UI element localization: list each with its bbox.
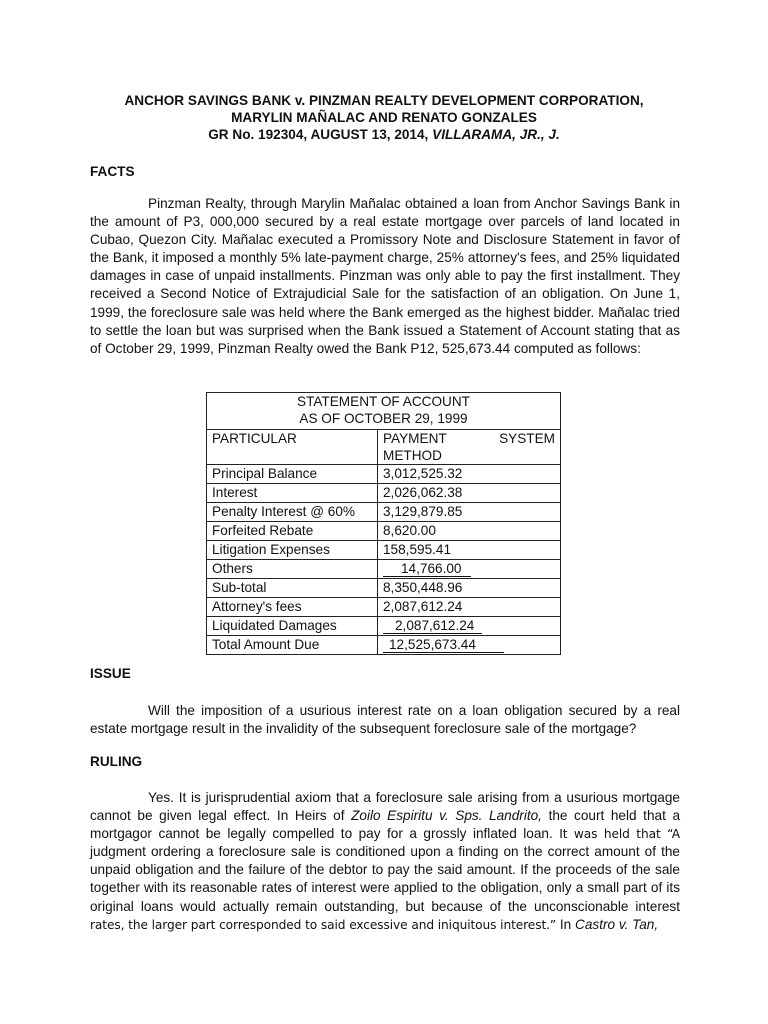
table-row [207, 503, 561, 522]
facts-heading: FACTS [90, 164, 135, 179]
ruling-quote-end: rates, the larger part corresponded to said excessive and iniquitous interest.” [90, 917, 557, 932]
ruling-heading: RULING [90, 754, 143, 769]
case-number-date: GR No. 192304, AUGUST 13, 2014, [208, 127, 433, 142]
row-particular: Others [207, 560, 378, 579]
table-row [207, 617, 561, 636]
table-row [207, 579, 561, 598]
row-particular: Interest [207, 484, 378, 503]
row-amount: 158,595.41 [378, 541, 561, 560]
ruling-quote-start: It was held that “A [559, 827, 680, 842]
row-amount-underlined [378, 636, 561, 655]
row-amount: 3,129,879.85 [378, 503, 561, 522]
table-row [207, 484, 561, 503]
issue-paragraph [90, 702, 680, 738]
ruling-text-3: In [556, 916, 576, 932]
row-amount: 2,087,612.24 [378, 598, 561, 617]
row-particular: Litigation Expenses [207, 541, 378, 560]
table-title-cell [207, 393, 561, 430]
header-system: SYSTEM [499, 431, 555, 446]
case-title-line3 [0, 126, 768, 143]
header-method: METHOD [383, 448, 442, 463]
ruling-paragraph [90, 789, 680, 934]
case-title-line2: MARYLIN MAÑALAC AND RENATO GONZALES [231, 110, 537, 125]
issue-heading: ISSUE [90, 666, 131, 681]
row-particular: Attorney's fees [207, 598, 378, 617]
statement-of-account-table [206, 392, 561, 655]
table-title-line1: STATEMENT OF ACCOUNT [297, 394, 470, 409]
row-particular: Forfeited Rebate [207, 522, 378, 541]
header-payment: PAYMENT [383, 431, 447, 446]
ruling-text-1: Yes. It is jurisprudential axiom that a foreclosure sale arising from a usurious mortgage cannot be given legal effect. In Heirs of [90, 790, 680, 824]
row-amount: 2,026,062.38 [378, 484, 561, 503]
row-amount: 8,620.00 [378, 522, 561, 541]
table-title-row [207, 393, 561, 430]
row-amount-underlined [378, 617, 561, 636]
table-row [207, 522, 561, 541]
row-particular: Penalty Interest @ 60% [207, 503, 378, 522]
table-row [207, 541, 561, 560]
ponente: VILLARAMA, JR., J. [432, 127, 560, 142]
case-title [0, 92, 768, 143]
row-amount: 8,350,448.96 [378, 579, 561, 598]
row-particular: Liquidated Damages [207, 617, 378, 636]
underlined-amount: 12,525,673.44 [383, 637, 504, 653]
underlined-amount: 14,766.00 [383, 561, 471, 577]
table-row [207, 598, 561, 617]
table-header-row [207, 430, 561, 465]
case-citation-espiritu: Zoilo Espiritu v. Sps. Landrito, [351, 808, 542, 824]
table-title-line2: AS OF OCTOBER 29, 1999 [299, 411, 468, 426]
facts-paragraph [90, 195, 680, 358]
underlined-amount: 2,087,612.24 [383, 618, 482, 634]
ruling-text-2: the court held that a mortgagor cannot be legally compelled to pay for a grossly inflated loan. [90, 808, 681, 842]
row-particular: Principal Balance [207, 465, 378, 484]
table-row [207, 560, 561, 579]
row-amount: 3,012,525.32 [378, 465, 561, 484]
row-amount-underlined [378, 560, 561, 579]
ruling-quote-body: judgment ordering a foreclosure sale is conditioned upon a finding on the correct amount of the unpaid obligation and the failure of the debtor to pay the said amount. If the proceeds of the sale together with its reasonable rates of interest were applied to the obligation, only a small part of its original loans would actually remain outstanding, but because of the unconscionable interest [90, 844, 680, 914]
issue-text: Will the imposition of a usurious interest rate on a loan obligation secured by a real estate mortgage result in the invalidity of the subsequent foreclosure sale of the mortgage? [90, 703, 680, 737]
case-title-line1: ANCHOR SAVINGS BANK v. PINZMAN REALTY DEVELOPMENT CORPORATION, [124, 93, 644, 108]
table-row [207, 636, 561, 655]
facts-text: Pinzman Realty, through Marylin Mañalac obtained a loan from Anchor Savings Bank in the amount of P3, 000,000 secured by a real estate mortgage over parcels of land located in Cubao, Quezon City. Mañalac executed a Promissory Note and Disclosure Statement in favor of the Bank, it imposed a monthly 5% late-payment charge, 25% attorney's fees, and 25% liquidated damages in case of unpaid installments. Pinzman was only able to pay the first installment. They received a Second Notice of Extrajudicial Sale for the satisfaction of an obligation. On June 1, 1999, the foreclosure sale was held where the Bank emerged as the highest bidder. Mañalac tried to settle the loan but was surprised when the Bank issued a Statement of Account stating that as of October 29, 1999, Pinzman Realty owed the Bank P12, 525,673.44 computed as follows: [90, 196, 680, 356]
row-particular: Total Amount Due [207, 636, 378, 655]
table-row [207, 465, 561, 484]
case-citation-castro: Castro v. Tan, [575, 916, 659, 932]
row-particular: Sub-total [207, 579, 378, 598]
column-header-payment-system [378, 430, 561, 465]
column-header-particular: PARTICULAR [207, 430, 378, 465]
